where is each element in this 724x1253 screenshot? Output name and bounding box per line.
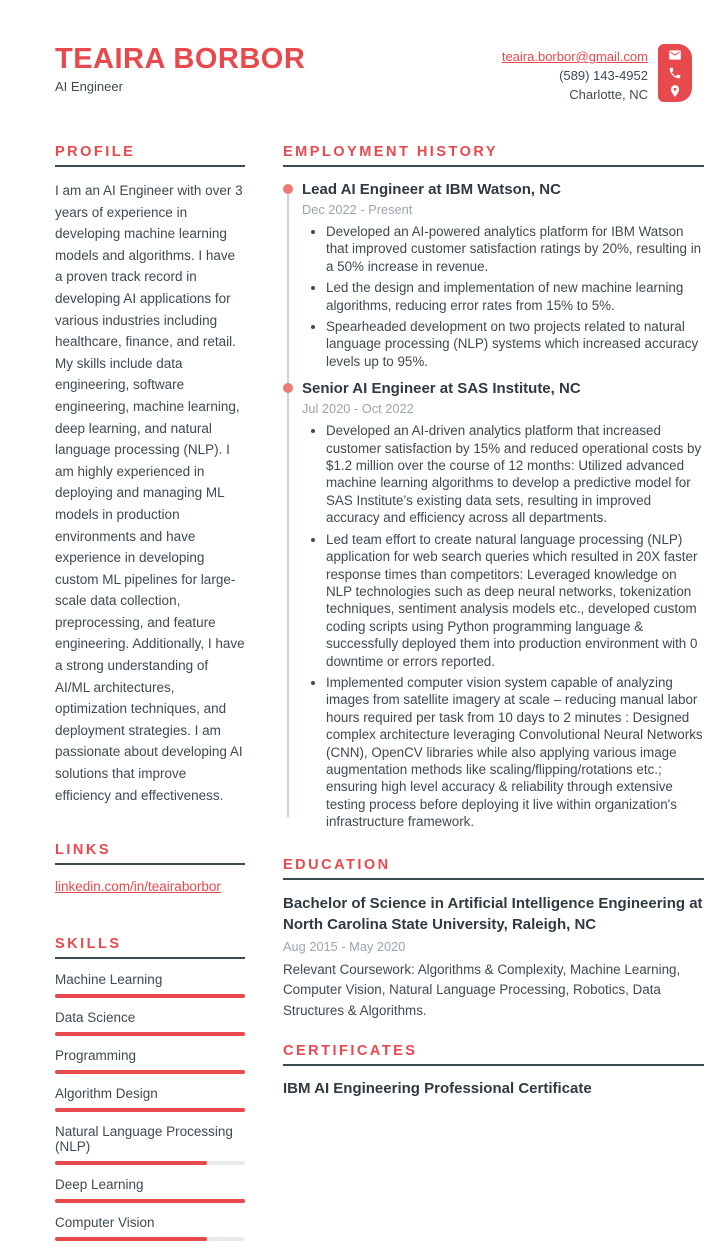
profile-section — [55, 144, 245, 806]
identity-block — [55, 44, 305, 94]
employment-heading: EMPLOYMENT HISTORY — [283, 144, 704, 167]
skill-bar-fill — [55, 994, 245, 998]
skill-bar — [55, 994, 245, 998]
job-entry — [283, 379, 704, 830]
location-text: Charlotte, NC — [569, 87, 648, 102]
skill-bar — [55, 1199, 245, 1203]
contact-text — [502, 44, 648, 104]
skill-item — [55, 1048, 245, 1074]
timeline-dot — [283, 184, 293, 194]
phone-number: (589) 143-4952 — [559, 68, 648, 83]
skill-bar-fill — [55, 1108, 245, 1112]
employment-timeline — [283, 180, 704, 831]
skills-heading: SKILLS — [55, 936, 245, 959]
candidate-title: AI Engineer — [55, 79, 123, 95]
job-dates: Dec 2022 - Present — [302, 202, 413, 217]
job-bullet-list — [302, 422, 704, 830]
certificates-section — [283, 1043, 704, 1099]
skill-bar-fill — [55, 1161, 207, 1165]
job-bullet: • Led team effort to create natural language processing (NLP) application for web search queries which resulted in 20X faster response times than competitors: Leveraged knowledge on NLP technologies such as deep neural networks, tokenization techniques, sentiment analysis models etc., developed custom coding scripts using Python programming language & successfully deployed them into production environment with 0 downtime or errors reported. — [326, 531, 704, 670]
job-bullet: • Implemented computer vision system capable of analyzing images from satellite imagery at scale – reducing manual labor hours required per task from 10 days to 2 minutes : Designed complex architecture leveraging Convolutional Neural Networks (CNN), OpenCV libraries while also applying various image augmentation methods like scaling/flipping/rotations etc.; ensuring high level accuracy & reliability through extensive testing process before deploying it live within organization's infrastructure framework. — [326, 674, 704, 831]
education-heading: EDUCATION — [283, 857, 704, 880]
skill-label: Deep Learning — [55, 1177, 144, 1193]
contact-icon-strip — [658, 44, 692, 102]
contact-block — [502, 44, 692, 104]
skill-bar — [55, 1108, 245, 1112]
skill-bar-fill — [55, 1032, 245, 1036]
skill-label: Machine Learning — [55, 972, 163, 988]
skill-bar-fill — [55, 1199, 245, 1203]
left-column — [55, 144, 245, 1253]
skill-item — [55, 1086, 245, 1112]
job-bullet: • Spearheaded development on two projects related to natural language processing (NLP) systems which increased accuracy levels up to 95%. — [326, 318, 704, 370]
skill-label: Programming — [55, 1048, 137, 1064]
job-entry — [283, 180, 704, 370]
skill-item — [55, 972, 245, 998]
profile-heading: PROFILE — [55, 144, 245, 167]
skill-label: Data Science — [55, 1010, 136, 1026]
linkedin-link[interactable]: linkedin.com/in/teairaborbor — [55, 879, 221, 895]
envelope-icon — [668, 48, 682, 62]
skill-bar — [55, 1032, 245, 1036]
education-dates: Aug 2015 - May 2020 — [283, 938, 406, 954]
job-title: Senior AI Engineer at SAS Institute, NC — [302, 380, 581, 398]
header — [0, 0, 724, 104]
skill-label: Algorithm Design — [55, 1086, 158, 1102]
education-degree: Bachelor of Science in Artificial Intelligence Engineering at North Carolina State University, Raleigh, NC — [283, 894, 703, 933]
job-bullet-list — [302, 223, 704, 370]
skills-section — [55, 936, 245, 1241]
job-dates: Jul 2020 - Oct 2022 — [302, 401, 414, 417]
skill-item — [55, 1215, 245, 1241]
employment-section — [283, 144, 704, 831]
certificate-title: IBM AI Engineering Professional Certificate — [283, 1080, 592, 1098]
skill-item — [55, 1010, 245, 1036]
certificates-heading: CERTIFICATES — [283, 1043, 704, 1066]
job-bullet: • Led the design and implementation of new machine learning algorithms, reducing error rates from 15% to 5%. — [326, 279, 704, 314]
profile-text: I am an AI Engineer with over 3 years of experience in developing machine learning models and algorithms. I have a proven track record in developing AI applications for various industries including healthcare, finance, and retail. My skills include data engineering, software engineering, machine learning, deep learning, and natural language processing (NLP). I am highly experienced in deploying and managing ML models in production environments and have experience in developing custom ML pipelines for large-scale data collection, preprocessing, and feature engineering. Additionally, I have a strong understanding of AI/ML architectures, optimization techniques, and deployment strategies. I am passionate about developing AI solutions that improve efficiency and effectiveness. — [55, 183, 245, 803]
skill-bar — [55, 1070, 245, 1074]
phone-icon — [668, 66, 682, 80]
skill-label: Computer Vision — [55, 1215, 155, 1231]
job-bullet: • Developed an AI-driven analytics platform that increased customer satisfaction by 15% and reduced operational costs by $1.2 million over the course of 12 months: Utilized advanced machine learning algorithms to develop a predictive model for SAS Institute’s existing data sets, resulting in improved accuracy and efficiency across all departments. — [326, 422, 704, 526]
candidate-name: TEAIRA BORBOR — [55, 43, 306, 75]
skill-bar — [55, 1161, 245, 1165]
skill-bar — [55, 1237, 245, 1241]
education-description: Relevant Coursework: Algorithms & Complexity, Machine Learning, Computer Vision, Natural Language Processing, Robotics, Data Structures & Algorithms. — [283, 961, 681, 1018]
education-section — [283, 857, 704, 1022]
location-pin-icon — [668, 84, 682, 98]
content-columns — [0, 144, 724, 1253]
job-title: Lead AI Engineer at IBM Watson, NC — [302, 181, 561, 198]
skill-bar-fill — [55, 1237, 207, 1241]
links-section — [55, 842, 245, 896]
skill-item — [55, 1177, 245, 1203]
links-heading: LINKS — [55, 842, 245, 865]
email-link[interactable]: teaira.borbor@gmail.com — [501, 49, 648, 64]
skill-bar-fill — [55, 1070, 245, 1074]
skill-label: Natural Language Processing (NLP) — [55, 1124, 233, 1155]
skill-item — [55, 1124, 245, 1165]
right-column — [283, 144, 704, 1253]
job-bullet: • Developed an AI-powered analytics platform for IBM Watson that improved customer satisfaction ratings by 20%, resulting in a 50% increase in revenue. — [326, 223, 704, 275]
timeline-dot — [283, 383, 293, 393]
